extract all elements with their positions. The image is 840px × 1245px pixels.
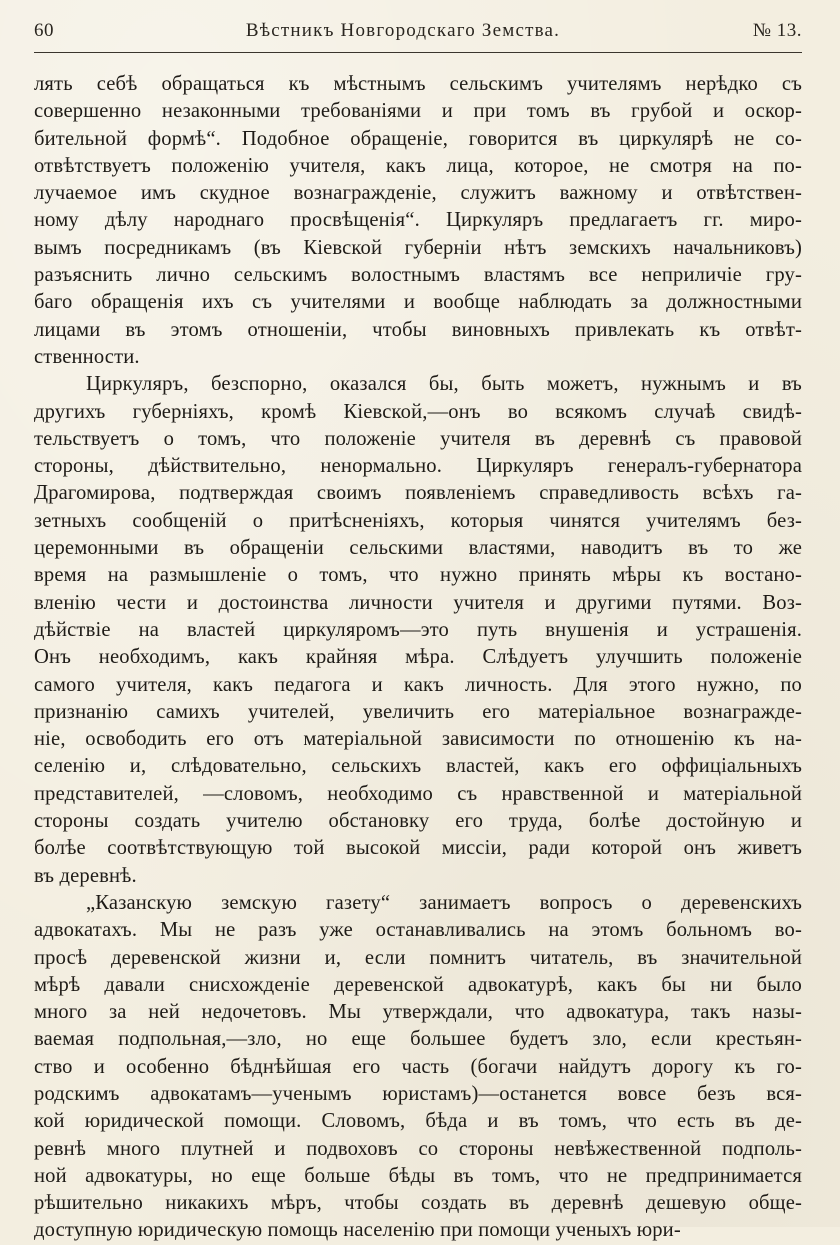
text-line: ной адвокатуры, но еще больше бѣды въ томъ, что не предпринимается bbox=[34, 1164, 802, 1187]
text-line: просѣ деревенской жизни и, если помнитъ читатель, въ значительной bbox=[34, 946, 802, 969]
text-line: болѣе соотвѣтствующую той высокой миссіи, ради которой онъ живетъ bbox=[34, 837, 802, 860]
text-line: тельствуетъ о томъ, что положеніе учителя въ деревнѣ съ правовой bbox=[34, 427, 802, 450]
text-line: ваемая подпольная,—зло, но еще большее будетъ зло, если крестьян- bbox=[34, 1028, 802, 1051]
text-line: ство и особенно бѣднѣйшая его часть (богачи найдутъ дорогу къ го- bbox=[34, 1055, 802, 1078]
text-line: самого учителя, какъ педагога и какъ личность. Для этого нужно, по bbox=[34, 673, 802, 696]
text-line: представителей, —словомъ, необходимо съ нравственной и матеріальной bbox=[34, 782, 802, 805]
text-line: церемонными въ обращеніи сельскими властями, наводитъ въ то же bbox=[34, 537, 802, 560]
text-line: ственности. bbox=[34, 345, 140, 368]
text-line: стороны создать учителю обстановку его труда, болѣе достойную и bbox=[34, 810, 802, 833]
text-line: кой юридической помощи. Словомъ, бѣда и въ томъ, что есть въ де- bbox=[34, 1110, 802, 1133]
text-line: дѣйствіе на властей циркуляромъ—это путь внушенія и устрашенія. bbox=[34, 618, 802, 641]
issue-number: № 13. bbox=[752, 20, 802, 41]
text-line: родскимъ адвокатамъ—ученымъ юристамъ)—останется вовсе безъ вся- bbox=[34, 1082, 802, 1105]
paragraph bbox=[34, 371, 802, 890]
paragraph bbox=[34, 890, 802, 1245]
text-line: вленію чести и достоинства личности учителя и другими путями. Воз- bbox=[34, 591, 802, 614]
text-line: лять себѣ обращаться къ мѣстнымъ сельскимъ учителямъ нерѣдко съ bbox=[34, 73, 802, 95]
text-line: Драгомирова, подтверждая своимъ появленіемъ справедливость всѣхъ га- bbox=[34, 482, 802, 505]
text-line: адвокатахъ. Мы не разъ уже останавливались на этомъ больномъ во- bbox=[34, 919, 802, 942]
text-line: рѣшительно никакихъ мѣръ, чтобы создать въ деревнѣ дешевую обще- bbox=[34, 1192, 802, 1215]
text-line: лучаемое имъ скудное вознагражденіе, служитъ важному и отвѣтствен- bbox=[34, 182, 802, 205]
text-line: отвѣтствуетъ положенію учителя, какъ лица, которое, не смотря на по- bbox=[34, 154, 802, 177]
text-line: баго обращенія ихъ съ учителями и вообще наблюдать за должностными bbox=[34, 291, 802, 314]
text-line: мѣрѣ давали снисхожденіе деревенской адвокатурѣ, какъ бы ни было bbox=[34, 973, 802, 996]
text-line: „Казанскую земскую газету“ занимаетъ вопросъ о деревенскихъ bbox=[86, 891, 802, 914]
text-line: ніе, освободить его отъ матеріальной зависимости по отношенію къ на- bbox=[34, 728, 802, 751]
text-line: время на размышленіе о томъ, что нужно принять мѣры къ востано- bbox=[34, 564, 802, 587]
text-line: признанію самихъ учителей, увеличить его матеріальное вознагражде- bbox=[34, 700, 802, 723]
text-line: много за ней недочетовъ. Мы утверждали, что адвокатура, такъ назы- bbox=[34, 1001, 802, 1024]
text-line: зетныхъ сообщеній о притѣсненіяхъ, которыя чинятся учителямъ без- bbox=[34, 509, 802, 532]
text-line: ревнѣ много плутней и подвоховъ со стороны невѣжественной подполь- bbox=[34, 1137, 802, 1160]
text-line: доступную юридическую помощь населенію при помощи ученыхъ юри- bbox=[34, 1219, 681, 1242]
text-line: ному дѣлу народнаго просвѣщенія“. Циркуляръ предлагаетъ гг. миро- bbox=[34, 209, 802, 232]
journal-title: Вѣстникъ Новгородскаго Земства. bbox=[245, 20, 561, 41]
article-body bbox=[34, 71, 802, 1245]
text-line: въ деревнѣ. bbox=[34, 864, 137, 887]
text-line: вымъ посредникамъ (въ Кіевской губерніи нѣтъ земскихъ начальниковъ) bbox=[34, 236, 802, 259]
text-line: другихъ губерніяхъ, кромѣ Кіевской,—онъ во всякомъ случаѣ свидѣ- bbox=[34, 400, 802, 423]
text-line: разъяснить лично сельскимъ волостнымъ властямъ все неприличіе гру- bbox=[34, 264, 802, 287]
text-line: Циркуляръ, безспорно, оказался бы, быть можетъ, нужнымъ и въ bbox=[86, 373, 802, 396]
text-line: селенію и, слѣдовательно, сельскихъ властей, какъ его оффиціальныхъ bbox=[34, 755, 802, 778]
text-line: Онъ необходимъ, какъ крайняя мѣра. Слѣдуетъ улучшить положеніе bbox=[34, 646, 802, 669]
text-line: совершенно незаконными требованіями и при томъ въ грубой и оскор- bbox=[34, 100, 802, 123]
running-header bbox=[34, 20, 802, 53]
paragraph bbox=[34, 71, 802, 371]
page-number: 60 bbox=[34, 20, 54, 41]
text-line: лицами въ этомъ отношеніи, чтобы виновныхъ привлекать къ отвѣт- bbox=[34, 318, 802, 341]
text-line: стороны, дѣйствительно, ненормально. Циркуляръ генералъ-губернатора bbox=[34, 455, 802, 478]
text-line: бительной формѣ“. Подобное обращеніе, говорится въ циркулярѣ не со- bbox=[34, 127, 802, 150]
